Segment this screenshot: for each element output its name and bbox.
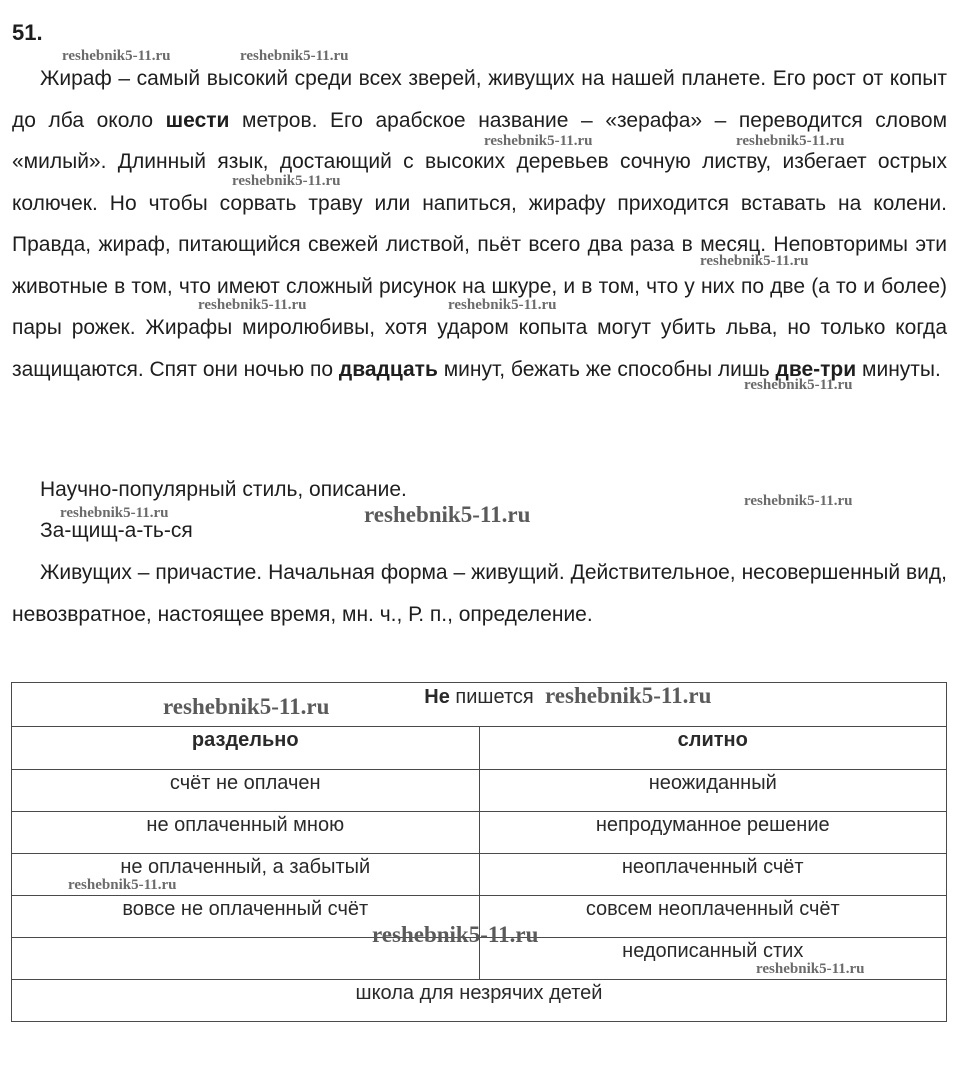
watermark: reshebnik5-11.ru <box>744 377 853 393</box>
giraffe-paragraph <box>12 58 947 390</box>
paragraph-bold-2: двадцать <box>338 357 438 381</box>
cell-together: недописанный стих <box>479 938 947 980</box>
exercise-number: 51. <box>12 20 43 45</box>
watermark: reshebnik5-11.ru <box>744 493 853 509</box>
paragraph-bold-3: две-три <box>775 357 857 381</box>
cell-together: совсем неоплаченный счёт <box>479 896 947 938</box>
paragraph-text-4: минуты. <box>856 357 941 381</box>
main-text <box>12 58 947 390</box>
paragraph-bold-1: шести <box>165 108 230 132</box>
table-footer: школа для незрячих детей <box>12 980 947 1022</box>
cell-together: неоплаченный счёт <box>479 854 947 896</box>
watermark: reshebnik5-11.ru <box>756 961 865 977</box>
cell-separate: не оплаченный мною <box>12 812 480 854</box>
table-title <box>12 683 947 727</box>
table-row <box>12 770 947 812</box>
watermark: reshebnik5-11.ru <box>232 173 341 189</box>
morph-line: За-щищ-а-ть-ся <box>40 519 193 542</box>
watermark: reshebnik5-11.ru <box>484 133 593 149</box>
cell-together: неожиданный <box>479 770 947 812</box>
watermark: reshebnik5-11.ru <box>62 48 171 64</box>
watermark: reshebnik5-11.ru <box>448 297 557 313</box>
watermark: reshebnik5-11.ru <box>163 694 330 719</box>
table-title-rest: пишется <box>449 686 534 708</box>
header-together <box>479 727 947 770</box>
watermark: reshebnik5-11.ru <box>736 133 845 149</box>
cell-separate: счёт не оплачен <box>12 770 480 812</box>
watermark: reshebnik5-11.ru <box>372 922 539 947</box>
cell-separate: вовсе не оплаченный счёт <box>12 896 480 938</box>
cell-separate: не оплаченный, а забытый <box>12 854 480 896</box>
watermark: reshebnik5-11.ru <box>700 253 809 269</box>
paragraph-text-2: метров. Его арабское название – «зерафа» – переводится словом «милый». Длинный язык, достающий с высоких деревьев сочную листву, избегает острых колючек. Но чтобы сорвать траву или напиться, жирафу приходится вставать на колени. Правда, жираф, питающийся свежей листвой, пьёт всего два раза в месяц. Неповторимы эти животные в том, что имеют сложный рисунок на шкуре, и в том, что у них по две (а то и более) пары рожек. Жирафы миролюбивы, хотя ударом копыта могут убить льва, но только когда защищаются. Спят они ночью по <box>12 108 948 381</box>
participle-paragraph: Живущих – причастие. Начальная форма – живущий. Действительное, несовершенный вид, невозвратное, настоящее время, мн. ч., Р. п., определение. <box>12 561 947 626</box>
header-separate-label: раздельно <box>191 729 299 751</box>
table-row <box>12 812 947 854</box>
watermark: reshebnik5-11.ru <box>240 48 349 64</box>
header-separate <box>12 727 480 770</box>
watermark: reshebnik5-11.ru <box>198 297 307 313</box>
watermark: reshebnik5-11.ru <box>545 683 712 708</box>
table-footer-row <box>12 980 947 1022</box>
cell-together: непродуманное решение <box>479 812 947 854</box>
watermark: reshebnik5-11.ru <box>60 505 169 521</box>
watermark: reshebnik5-11.ru <box>68 877 177 893</box>
table-title-bold: Не <box>424 686 450 708</box>
header-together-label: слитно <box>677 729 748 751</box>
paragraph-text-1: Жираф – самый высокий среди всех зверей, живущих на нашей планете. Его рост от копыт до лба около <box>12 67 947 132</box>
style-line: Научно-популярный стиль, описание. <box>40 478 407 501</box>
watermark: reshebnik5-11.ru <box>364 502 531 527</box>
participle-block <box>12 552 947 635</box>
paragraph-text-3: минут, бежать же способны лишь <box>437 357 776 381</box>
